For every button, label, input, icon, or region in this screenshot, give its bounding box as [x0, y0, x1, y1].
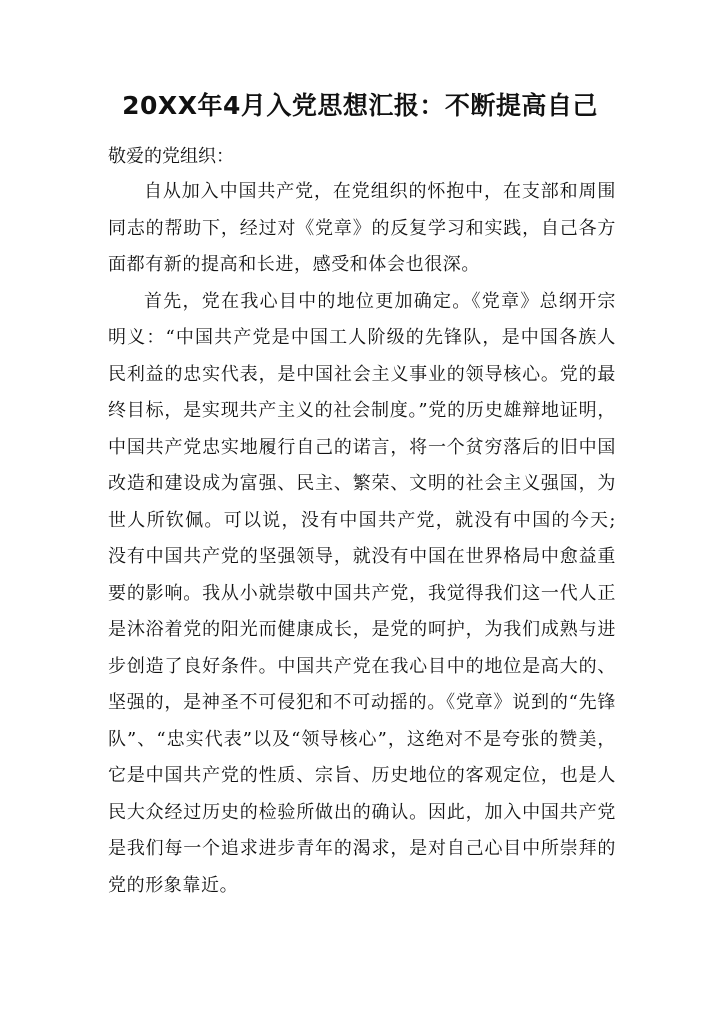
salutation: 敬爱的党组织：: [108, 146, 234, 167]
document-title: 20XX年4月入党思想汇报：不断提高自己: [122, 91, 598, 120]
paragraph: 首先，党在我心目中的地位更加确定。《党章》总纲开宗明义：“中国共产党是中国工人阶级的先锋队，是中国各族人民利益的忠实代表，是中国社会主义事业的领导核心。党的最终目标，是实现共产主义的社会制度。”党的历史雄辩地证明，中国共产党忠实地履行自己的诺言，将一个贫穷落后的旧中国改造和建设成为富强、民主、繁荣、文明的社会主义强国，为世人所钦佩。可以说，没有中国共产党，就没有中国的今天;没有中国共产党的坚强领导，就没有中国在世界格局中愈益重要的影响。我从小就崇敬中国共产党，我觉得我们这一代人正是沐浴着党的阳光而健康成长，是党的呵护，为我们成熟与进步创造了良好条件。中国共产党在我心目中的地位是高大的、坚强的，是神圣不可侵犯和不可动摇的。《党章》说到的“先锋队”、“忠实代表”以及“领导核心”，这绝对不是夸张的赞美，它是中国共产党的性质、宗旨、历史地位的客观定位，也是人民大众经过历史的检验所做出的确认。因此，加入中国共产党是我们每一个追求进步青年的渴求，是对自己心目中所崇拜的党的形象靠近。: [108, 290, 616, 896]
document-body: [108, 174, 616, 904]
paragraph: 自从加入中国共产党，在党组织的怀抱中，在支部和周围同志的帮助下，经过对《党章》的反复学习和实践，自己各方面都有新的提高和长进，感受和体会也很深。: [108, 181, 616, 275]
